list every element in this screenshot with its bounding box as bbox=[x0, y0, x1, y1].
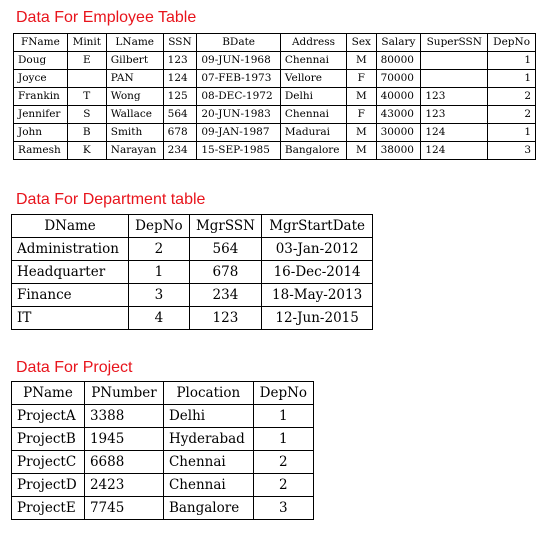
employee-cell: 123 bbox=[421, 88, 488, 106]
employee-cell: Ramesh bbox=[14, 142, 68, 160]
employee-column-header: SuperSSN bbox=[421, 34, 488, 52]
project-cell: Bangalore bbox=[163, 497, 253, 520]
employee-cell: Joyce bbox=[14, 70, 68, 88]
employee-cell: 2 bbox=[488, 88, 536, 106]
employee-cell: Gilbert bbox=[106, 52, 163, 70]
employee-cell: 678 bbox=[163, 124, 197, 142]
table-row bbox=[12, 474, 314, 497]
project-cell: Chennai bbox=[163, 451, 253, 474]
employee-cell: 09-JUN-1968 bbox=[197, 52, 281, 70]
department-header-row bbox=[12, 215, 373, 238]
employee-cell: 124 bbox=[421, 142, 488, 160]
department-column-header: MgrStartDate bbox=[262, 215, 373, 238]
employee-cell: Wallace bbox=[106, 106, 163, 124]
employee-cell: Doug bbox=[14, 52, 68, 70]
project-column-header: PNumber bbox=[84, 382, 163, 405]
department-cell: 1 bbox=[129, 261, 190, 284]
project-cell: 1 bbox=[253, 428, 313, 451]
employee-cell: 07-FEB-1973 bbox=[197, 70, 281, 88]
employee-cell: Frankin bbox=[14, 88, 68, 106]
employee-body bbox=[14, 52, 536, 160]
department-cell: 3 bbox=[129, 284, 190, 307]
department-cell: 2 bbox=[129, 238, 190, 261]
department-cell: 16-Dec-2014 bbox=[262, 261, 373, 284]
employee-cell: M bbox=[347, 124, 376, 142]
employee-cell bbox=[67, 70, 106, 88]
employee-cell: 564 bbox=[163, 106, 197, 124]
employee-cell: John bbox=[14, 124, 68, 142]
employee-column-header: LName bbox=[106, 34, 163, 52]
department-cell: 18-May-2013 bbox=[262, 284, 373, 307]
project-cell: 3 bbox=[253, 497, 313, 520]
employee-cell: 70000 bbox=[376, 70, 421, 88]
employee-cell: 234 bbox=[163, 142, 197, 160]
project-column-header: DepNo bbox=[253, 382, 313, 405]
employee-cell: Bangalore bbox=[280, 142, 346, 160]
department-column-header: DepNo bbox=[129, 215, 190, 238]
department-cell: 678 bbox=[189, 261, 262, 284]
employee-cell: 123 bbox=[163, 52, 197, 70]
table-row bbox=[14, 52, 536, 70]
table-row bbox=[12, 451, 314, 474]
employee-cell: F bbox=[347, 70, 376, 88]
table-row bbox=[12, 497, 314, 520]
employee-cell: Vellore bbox=[280, 70, 346, 88]
project-cell: ProjectD bbox=[12, 474, 85, 497]
department-cell: 234 bbox=[189, 284, 262, 307]
employee-cell: 1 bbox=[488, 70, 536, 88]
employee-cell: 40000 bbox=[376, 88, 421, 106]
table-row bbox=[14, 70, 536, 88]
employee-cell: Chennai bbox=[280, 106, 346, 124]
project-cell: Chennai bbox=[163, 474, 253, 497]
department-cell: 12-Jun-2015 bbox=[262, 307, 373, 330]
department-cell: IT bbox=[12, 307, 129, 330]
project-cell: Delhi bbox=[163, 405, 253, 428]
department-cell: 4 bbox=[129, 307, 190, 330]
project-cell: 2 bbox=[253, 474, 313, 497]
employee-cell: Narayan bbox=[106, 142, 163, 160]
department-table-title: Data For Department table bbox=[16, 191, 206, 208]
employee-column-header: BDate bbox=[197, 34, 281, 52]
employee-cell: Chennai bbox=[280, 52, 346, 70]
table-row bbox=[14, 88, 536, 106]
department-body bbox=[12, 238, 373, 330]
employee-column-header: Address bbox=[280, 34, 346, 52]
department-cell: Finance bbox=[12, 284, 129, 307]
employee-cell: M bbox=[347, 52, 376, 70]
project-cell: ProjectA bbox=[12, 405, 85, 428]
table-row bbox=[12, 307, 373, 330]
employee-cell: 1 bbox=[488, 124, 536, 142]
employee-cell: E bbox=[67, 52, 106, 70]
department-cell: 564 bbox=[189, 238, 262, 261]
employee-cell: Madurai bbox=[280, 124, 346, 142]
employee-cell: S bbox=[67, 106, 106, 124]
project-cell: ProjectC bbox=[12, 451, 85, 474]
project-table-title: Data For Project bbox=[16, 359, 133, 376]
employee-cell bbox=[421, 70, 488, 88]
employee-header-row bbox=[14, 34, 536, 52]
department-column-header: DName bbox=[12, 215, 129, 238]
employee-cell: 124 bbox=[421, 124, 488, 142]
project-body bbox=[12, 405, 314, 520]
employee-cell: 38000 bbox=[376, 142, 421, 160]
employee-cell: Delhi bbox=[280, 88, 346, 106]
table-row bbox=[14, 142, 536, 160]
employee-cell: Jennifer bbox=[14, 106, 68, 124]
project-cell: 1 bbox=[253, 405, 313, 428]
employee-cell: B bbox=[67, 124, 106, 142]
employee-cell: Smith bbox=[106, 124, 163, 142]
table-row bbox=[14, 124, 536, 142]
project-header-row bbox=[12, 382, 314, 405]
table-row bbox=[14, 106, 536, 124]
employee-column-header: DepNo bbox=[488, 34, 536, 52]
table-row bbox=[12, 428, 314, 451]
employee-cell: F bbox=[347, 106, 376, 124]
table-row bbox=[12, 261, 373, 284]
project-cell: 2423 bbox=[84, 474, 163, 497]
employee-cell bbox=[421, 52, 488, 70]
employee-cell: T bbox=[67, 88, 106, 106]
employee-column-header: FName bbox=[14, 34, 68, 52]
department-column-header: MgrSSN bbox=[189, 215, 262, 238]
department-cell: Administration bbox=[12, 238, 129, 261]
table-row bbox=[12, 284, 373, 307]
employee-cell: 80000 bbox=[376, 52, 421, 70]
employee-table-title: Data For Employee Table bbox=[16, 9, 197, 26]
employee-cell: 2 bbox=[488, 106, 536, 124]
employee-cell: M bbox=[347, 88, 376, 106]
employee-cell: 43000 bbox=[376, 106, 421, 124]
project-cell: 6688 bbox=[84, 451, 163, 474]
project-cell: 3388 bbox=[84, 405, 163, 428]
department-cell: 03-Jan-2012 bbox=[262, 238, 373, 261]
table-row bbox=[12, 238, 373, 261]
project-cell: 2 bbox=[253, 451, 313, 474]
department-table bbox=[11, 214, 373, 330]
project-cell: 7745 bbox=[84, 497, 163, 520]
employee-cell: 15-SEP-1985 bbox=[197, 142, 281, 160]
employee-cell: PAN bbox=[106, 70, 163, 88]
employee-cell: 125 bbox=[163, 88, 197, 106]
project-table bbox=[11, 381, 314, 520]
employee-cell: M bbox=[347, 142, 376, 160]
employee-column-header: Sex bbox=[347, 34, 376, 52]
employee-cell: 1 bbox=[488, 52, 536, 70]
employee-column-header: SSN bbox=[163, 34, 197, 52]
project-cell: 1945 bbox=[84, 428, 163, 451]
project-column-header: PName bbox=[12, 382, 85, 405]
department-cell: Headquarter bbox=[12, 261, 129, 284]
project-cell: ProjectB bbox=[12, 428, 85, 451]
employee-cell: 3 bbox=[488, 142, 536, 160]
employee-column-header: Minit bbox=[67, 34, 106, 52]
employee-cell: 09-JAN-1987 bbox=[197, 124, 281, 142]
employee-cell: 20-JUN-1983 bbox=[197, 106, 281, 124]
project-cell: ProjectE bbox=[12, 497, 85, 520]
employee-cell: 30000 bbox=[376, 124, 421, 142]
project-cell: Hyderabad bbox=[163, 428, 253, 451]
employee-table bbox=[13, 33, 536, 160]
employee-column-header: Salary bbox=[376, 34, 421, 52]
employee-cell: 08-DEC-1972 bbox=[197, 88, 281, 106]
employee-cell: Wong bbox=[106, 88, 163, 106]
employee-cell: 124 bbox=[163, 70, 197, 88]
department-cell: 123 bbox=[189, 307, 262, 330]
project-column-header: Plocation bbox=[163, 382, 253, 405]
table-row bbox=[12, 405, 314, 428]
employee-cell: K bbox=[67, 142, 106, 160]
employee-cell: 123 bbox=[421, 106, 488, 124]
